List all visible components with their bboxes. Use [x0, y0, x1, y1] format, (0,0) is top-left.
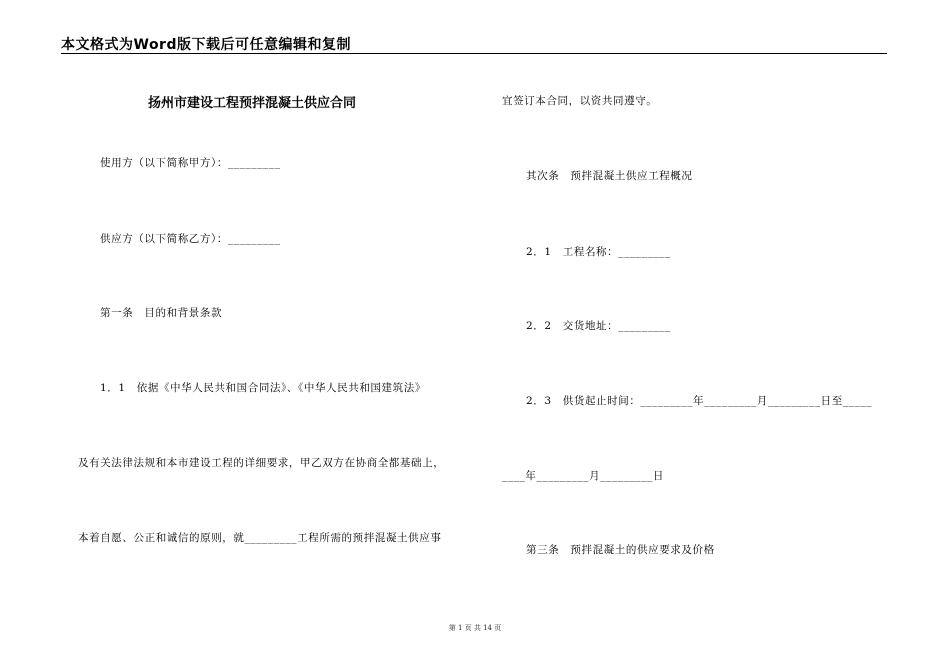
paragraph-line: 供应方（以下简称乙方）：_________ [100, 233, 281, 245]
document-header: 本文格式为Word版下载后可任意编辑和复制 [61, 37, 351, 53]
section-heading: 第一条 目的和背景条款 [100, 307, 223, 319]
paragraph-line: 及有关法律法规和本市建设工程的详细要求，甲乙双方在协商全都基础上， [78, 457, 445, 469]
paragraph-line: 1．1 依据《中华人民共和国合同法》、《中华人民共和国建筑法》 [100, 382, 426, 394]
paragraph-line: 本着自愿、公正和诚信的原则，就_________工程所需的预拌混凝土供应事 [78, 532, 442, 544]
header-divider [61, 53, 887, 54]
section-heading: 第三条 预拌混凝土的供应要求及价格 [526, 544, 715, 556]
paragraph-line: 2．2 交货地址：_________ [526, 320, 671, 332]
paragraph-line: 2．1 工程名称：_________ [526, 246, 671, 258]
paragraph-line: 使用方（以下简称甲方）：_________ [100, 157, 281, 169]
document-title: 扬州市建设工程预拌混凝土供应合同 [148, 96, 357, 111]
page-number: 第 1 页 共 14 页 [448, 624, 502, 632]
section-heading: 其次条 预拌混凝土供应工程概况 [526, 170, 693, 182]
paragraph-line: 2．3 供货起止时间：_________年_________月_________日至_____ [526, 395, 873, 407]
paragraph-line: ____年_________月_________日 [502, 470, 664, 482]
paragraph-line: 宜签订本合同，以资共同遵守。 [502, 95, 658, 107]
